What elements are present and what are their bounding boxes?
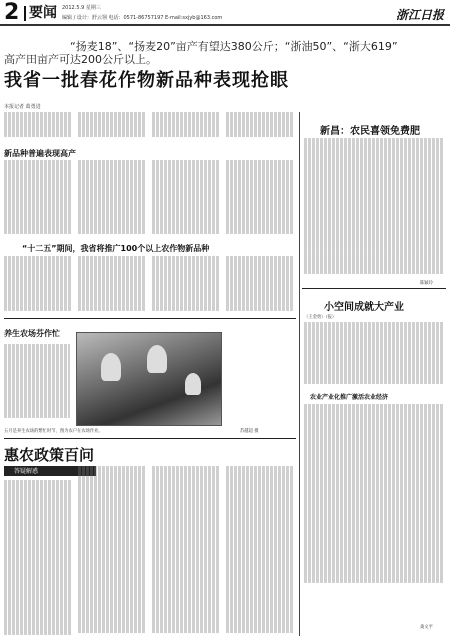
sidebar-author-line-2: （王金勇）（报）	[304, 315, 337, 320]
lead-text-col-3	[152, 112, 220, 140]
qa-col-3	[152, 466, 220, 636]
divider	[4, 438, 296, 439]
lead-text-col-2	[78, 112, 146, 140]
sidebar-text-3	[304, 404, 444, 588]
lead-text-col-4	[226, 112, 294, 140]
page-header	[0, 0, 450, 26]
photo-story-title: 养生农场芬作忙	[4, 329, 60, 338]
page-number: 2	[4, 0, 20, 25]
sidebar-text-2	[304, 322, 444, 384]
lead-text-col-1	[4, 112, 72, 140]
qa-col-1	[4, 480, 72, 636]
lead-text-col-10	[78, 256, 146, 311]
photo-author: 苏越超 摄	[240, 429, 259, 434]
lead-text-col-6	[78, 160, 146, 235]
lead-text-col-8	[226, 160, 294, 235]
divider	[302, 288, 446, 289]
lead-text-col-5	[4, 160, 72, 235]
lower-section-title: 惠农政策百问	[4, 446, 95, 464]
section-name: 要闻	[24, 6, 57, 21]
sidebar-title-1: 新昌：农民喜领免费肥	[320, 126, 420, 137]
lead-text-col-12	[226, 256, 294, 311]
qa-col-2	[78, 466, 146, 636]
lead-byline: 本报记者 葛勇进	[4, 104, 41, 110]
divider	[4, 318, 296, 319]
lead-text-col-9	[4, 256, 72, 311]
lead-text-col-7	[152, 160, 220, 235]
date-line: 2012.5.9 星期三	[62, 5, 101, 11]
column-rule	[299, 112, 300, 636]
qa-banner: 答疑解惑	[4, 466, 96, 476]
lead-subheadline-2: 高产田亩产可达200公斤以上。	[4, 53, 157, 66]
sidebar-subhead-2: 农业产业化推广激活农业经济	[310, 394, 389, 401]
photo-caption: 五月是养生农场的繁忙时节，图为农户在农场作业。	[4, 429, 103, 434]
lead-subhead-a: 新品种普遍表现高产	[4, 149, 76, 158]
lead-subhead-b: “十二五”期间，我省将推广100个以上农作物新品种	[22, 244, 210, 253]
sidebar-author-1: 陈颖玲	[420, 281, 433, 286]
editor-line: 编辑 / 设计：舒云翎 电话：0571-86757197 E-mail:sxjyb@163.com	[62, 15, 223, 21]
photo-caption-text	[4, 344, 70, 424]
lead-subheadline-1: “扬麦18”、“扬麦20”亩产有望达380公斤；“浙油50”、“浙大619”	[70, 40, 398, 53]
lead-text-col-11	[152, 256, 220, 311]
farm-photo	[76, 332, 222, 426]
qa-col-4	[226, 466, 294, 636]
sidebar-title-2: 小空间成就大产业	[324, 302, 404, 313]
newspaper-brand: 浙江日报	[395, 8, 444, 22]
sidebar-author-2: 桑文平	[420, 625, 433, 630]
sidebar-text-1	[304, 138, 444, 278]
lead-headline: 我省一批春花作物新品种表现抢眼	[4, 70, 289, 91]
